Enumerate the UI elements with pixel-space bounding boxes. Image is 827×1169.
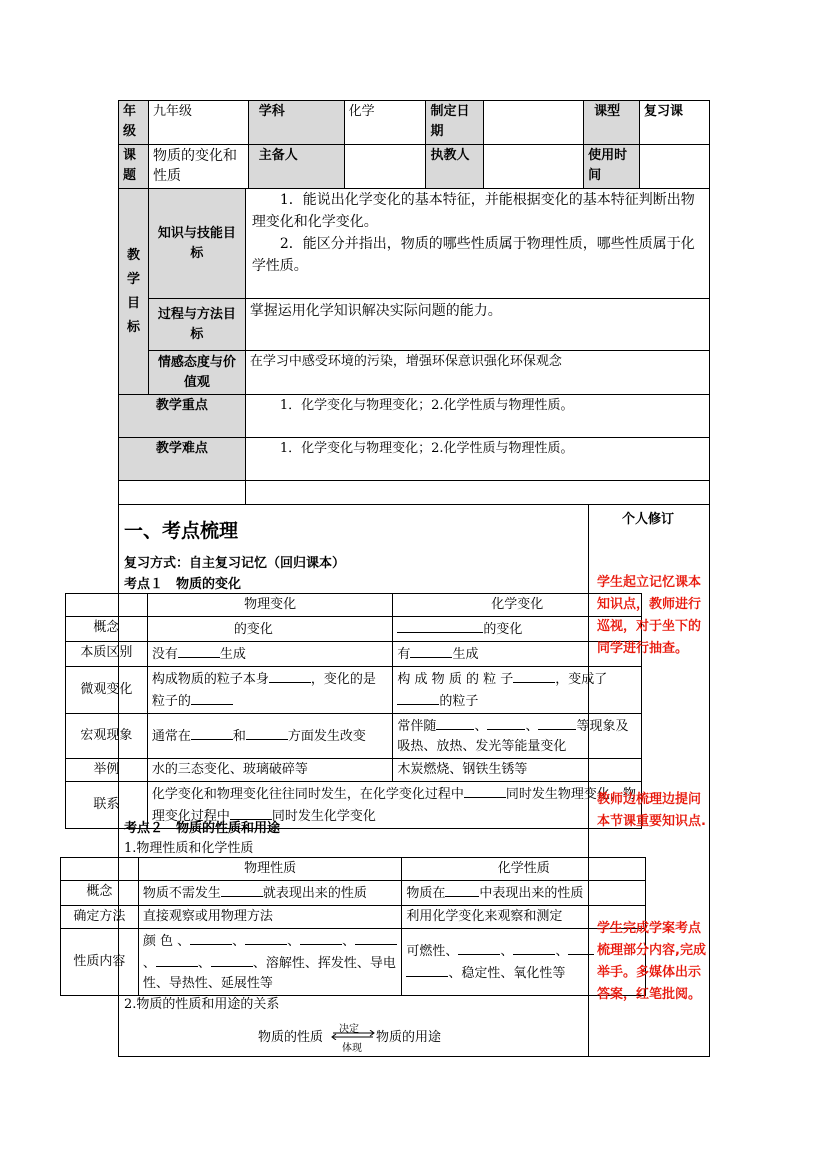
teacher-label: 执教人 <box>426 145 484 189</box>
emotion-text: 在学习中感受环境的污染，增强环保意识强化环保观念 <box>245 351 709 395</box>
blank-line <box>211 952 253 967</box>
teacher-note: 教师边梳理边提问本节课重要知识点. <box>597 792 706 829</box>
cell-text: 有 <box>397 647 411 662</box>
col-header-chemical: 化学变化 <box>393 594 642 617</box>
cell-text: 直接观察或用物理方法 <box>138 906 402 929</box>
grade-label: 年级 <box>119 101 149 145</box>
blank-line <box>355 930 397 945</box>
goals-label: 教学目标 <box>119 189 149 395</box>
blank-line <box>300 930 342 945</box>
subheading-1: 1.物理性质和化学性质 <box>124 841 254 856</box>
row-label: 联系 <box>66 782 148 829</box>
lesson-header-table <box>118 100 710 189</box>
cell-text: 的变化 <box>233 622 273 637</box>
difficulty-text: 1．化学变化与物理变化；2.化学性质与物理性质。 <box>245 438 709 481</box>
cell-text: 物质在 <box>406 886 446 901</box>
prep-label: 主备人 <box>248 145 344 189</box>
blank-line <box>190 930 232 945</box>
blank-line <box>191 725 233 740</box>
topic-value: 物质的变化和性质 <box>148 145 248 189</box>
blank-line <box>568 940 594 955</box>
cell-text: 化学变化和物理变化往往同时发生，在化学变化过程中 <box>151 787 464 802</box>
blank-cell <box>119 481 246 505</box>
row-label: 举例 <box>66 759 148 782</box>
cell-text: 构成物质的粒子本身 <box>151 672 269 687</box>
blank-line <box>191 690 233 705</box>
relation-top-label: 决定 <box>339 1024 359 1035</box>
blank-line <box>445 882 479 897</box>
blank-line <box>397 618 483 633</box>
date-value <box>484 101 584 145</box>
cell-text: 生成 <box>219 647 246 662</box>
cell-text: 构 成 物 质 的 粒 子 <box>397 672 514 687</box>
relation-bottom-label: 体现 <box>342 1043 362 1054</box>
blank-line <box>397 690 439 705</box>
knowledge-item-1: 1．能说出化学变化的基本特征，并能根据变化的基本特征判断出物理变化和化学变化。 <box>251 192 695 230</box>
cell-text: 等现象及吸热、放热、发光等能量变化 <box>397 719 629 754</box>
cell-text: 的粒子 <box>439 694 479 709</box>
row-label: 宏观现象 <box>66 714 148 759</box>
row-label: 微观变化 <box>66 667 148 714</box>
cell-text: ，变化的是粒子的 <box>151 672 376 709</box>
topic-label: 课题 <box>119 145 149 189</box>
point-1-title: 考点１ 物质的变化 <box>124 577 242 592</box>
prep-value <box>344 145 426 189</box>
emotion-label: 情感态度与价值观 <box>148 351 245 395</box>
cell-text: 可燃性、 <box>406 944 459 959</box>
key-label: 教学重点 <box>119 395 246 438</box>
knowledge-label: 知识与技能目标 <box>148 189 245 299</box>
blank-cell <box>61 858 139 881</box>
row-label: 性质内容 <box>61 929 139 996</box>
section-title: 一、考点梳理 <box>124 520 239 542</box>
blank-line <box>178 643 220 658</box>
grade-value: 九年级 <box>148 101 248 145</box>
blank-line <box>513 940 555 955</box>
cell-text: 同时发生化学变化 <box>271 809 376 824</box>
cell-text: 常伴随 <box>397 719 437 734</box>
blank-line <box>513 668 555 683</box>
cell-text: 物质不需发生 <box>142 886 221 901</box>
cell-text: 、稳定性、氧化性等 <box>448 966 566 981</box>
cell-text: 、溶解性、挥发性、导电性、导热性、延展性等 <box>142 956 396 991</box>
goals-table <box>118 188 710 505</box>
point-2-title: 考点２ 物质的性质和用途 <box>124 821 281 836</box>
difficulty-label: 教学难点 <box>119 438 246 481</box>
time-label: 使用时间 <box>584 145 640 189</box>
relation-left: 物质的性质 <box>258 1030 324 1045</box>
cell-text: 同时发生物理变化，物理变化过程中 <box>151 787 636 824</box>
cell-text: 水的三态变化、玻璃破碎等 <box>147 759 393 782</box>
cell-text: 中表现出来的性质 <box>479 886 584 901</box>
type-label: 课型 <box>584 101 640 145</box>
blank-line <box>487 715 525 730</box>
cell-text: 颜 色 、 <box>142 934 191 949</box>
blank-line <box>538 715 576 730</box>
blank-line <box>458 940 500 955</box>
cell-text: 利用化学变化来观察和测定 <box>402 906 646 929</box>
blank-line <box>245 930 287 945</box>
teacher-note: 学生完成学案考点梳理部分内容,完成举手。多媒体出示答案，红笔批阅。 <box>597 921 706 1002</box>
date-label: 制定日期 <box>426 101 484 145</box>
blank-line <box>156 952 198 967</box>
row-label: 概念 <box>66 617 148 642</box>
cell-text: 通常在 <box>151 729 191 744</box>
cell-text: 方面发生改变 <box>287 729 366 744</box>
property-table: 物理性质 化学性质 概念 物质不需发生 就表现出来的性质 物质在 中表现出来的性质 确定方法 直接观察或用物理方法 利用化学变化来观察和测定 性质内容 颜 色 、 、 、 、、 、 、溶解性、挥发性、导电性、导热性、延展性等 可燃性、 、 、 、稳定性、氧化性等 <box>60 857 646 996</box>
cell-text: 没有 <box>151 647 178 662</box>
row-label: 概念 <box>61 881 139 906</box>
blank-line <box>436 715 474 730</box>
cell-text: 和 <box>232 729 246 744</box>
key-text: 1．化学变化与物理变化；2.化学性质与物理性质。 <box>245 395 709 438</box>
blank-cell <box>66 594 148 617</box>
blank-cell <box>245 481 709 505</box>
revision-method: 复习方式：自主复习记忆（回归课本） <box>124 556 346 571</box>
time-value <box>640 145 710 189</box>
revision-header: 个人修订 <box>622 512 675 527</box>
teacher-value <box>484 145 584 189</box>
blank-line <box>410 643 452 658</box>
blank-line <box>464 783 506 798</box>
knowledge-item-2: 2．能区分并指出，物质的哪些性质属于物理性质，哪些性质属于化学性质。 <box>251 236 695 274</box>
blank-line <box>246 725 288 740</box>
row-label: 确定方法 <box>61 906 139 929</box>
cell-text: 就表现出来的性质 <box>262 886 367 901</box>
cell-text: ，变成了 <box>555 672 608 687</box>
change-table: 物理变化 化学变化 概念 的变化 的变化 本质区别 没有 生成 有 生成 微观变化 构成物质的粒子本身 ，变化的是粒子的 构 成 物 质 的 粒 子 ，变成了 的粒子 宏观现象 通常在 和 方面发生改变 常伴随 、 、 等现象及吸热、放热、发光等能量变化 举例 水的三态变化、玻璃破碎等 木炭燃烧、钢铁生锈等 联系 化学变化和物理变化往往同时发生，在化学变化过程中 同时发生物理变化，物理变化过程中 同时发生化学变化 <box>65 593 642 829</box>
process-label: 过程与方法目标 <box>148 299 245 351</box>
cell-text: 的变化 <box>483 622 523 637</box>
subject-value: 化学 <box>344 101 426 145</box>
process-text: 掌握运用化学知识解决实际问题的能力。 <box>245 299 709 351</box>
col-header-physical: 物理性质 <box>138 858 402 881</box>
row-label: 本质区别 <box>66 642 148 667</box>
col-header-physical: 物理变化 <box>147 594 393 617</box>
relation-right: 物质的用途 <box>376 1030 442 1045</box>
cell-text: 生成 <box>452 647 479 662</box>
col-header-chemical: 化学性质 <box>402 858 646 881</box>
blank-line <box>221 882 263 897</box>
teacher-note: 学生起立记忆课本知识点，教师进行巡视，对于坐下的同学进行抽查。 <box>597 575 702 656</box>
blank-line <box>269 668 311 683</box>
blank-line <box>406 962 448 977</box>
subject-label: 学科 <box>248 101 344 145</box>
cell-text: 木炭燃烧、钢铁生锈等 <box>393 759 642 782</box>
subheading-2: 2.物质的性质和用途的关系 <box>124 997 280 1012</box>
type-value: 复习课 <box>640 101 710 145</box>
